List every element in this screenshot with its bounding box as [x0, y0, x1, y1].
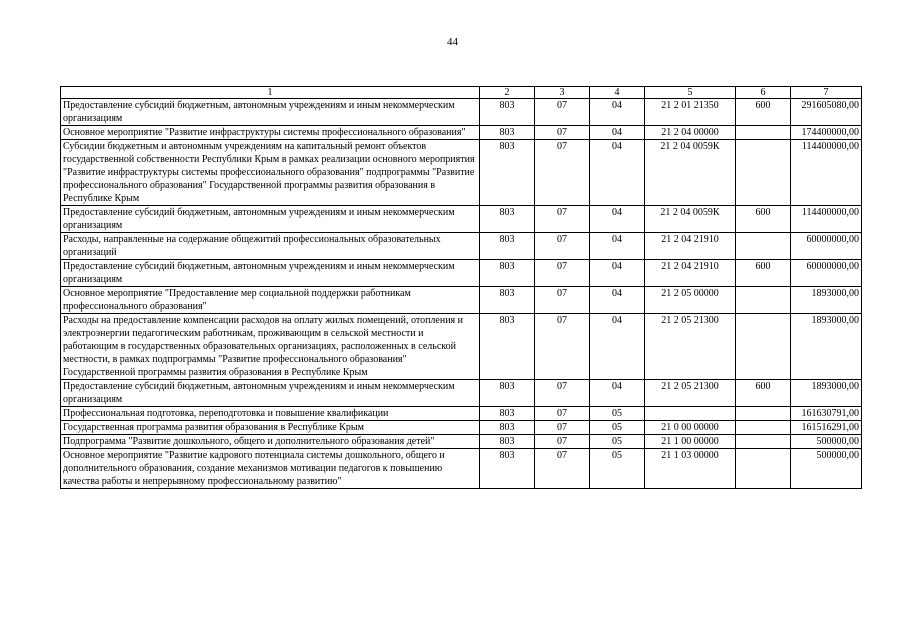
- table-row: [61, 449, 862, 489]
- row-gr: 803: [480, 99, 535, 126]
- row-sum: 174400000,00: [791, 126, 862, 140]
- table-row: [61, 421, 862, 435]
- row-gr: 803: [480, 435, 535, 449]
- row-sum: 60000000,00: [791, 233, 862, 260]
- header-col-2: 2: [480, 87, 535, 99]
- row-pr: 05: [590, 449, 645, 489]
- row-gr: 803: [480, 260, 535, 287]
- row-vr: [736, 449, 791, 489]
- row-rz: 07: [535, 233, 590, 260]
- row-csr: [645, 407, 736, 421]
- row-csr: 21 2 04 0059К: [645, 140, 736, 206]
- row-sum: 1893000,00: [791, 287, 862, 314]
- row-gr: 803: [480, 126, 535, 140]
- table-row: [61, 233, 862, 260]
- table-row: [61, 380, 862, 407]
- row-csr: 21 1 03 00000: [645, 449, 736, 489]
- row-rz: 07: [535, 126, 590, 140]
- header-col-6: 6: [736, 87, 791, 99]
- row-pr: 04: [590, 260, 645, 287]
- row-vr: 600: [736, 260, 791, 287]
- row-rz: 07: [535, 435, 590, 449]
- row-pr: 04: [590, 126, 645, 140]
- row-rz: 07: [535, 421, 590, 435]
- row-gr: 803: [480, 140, 535, 206]
- row-name: Предоставление субсидий бюджетным, автономным учреждениям и иным некоммерческим организациям: [61, 380, 480, 407]
- row-vr: 600: [736, 206, 791, 233]
- row-sum: 114400000,00: [791, 140, 862, 206]
- row-pr: 05: [590, 407, 645, 421]
- page-number: 44: [447, 36, 458, 48]
- row-rz: 07: [535, 287, 590, 314]
- row-gr: 803: [480, 287, 535, 314]
- row-csr: 21 2 04 21910: [645, 260, 736, 287]
- header-col-3: 3: [535, 87, 590, 99]
- row-name: Предоставление субсидий бюджетным, автономным учреждениям и иным некоммерческим организациям: [61, 206, 480, 233]
- row-csr: 21 1 00 00000: [645, 435, 736, 449]
- table-row: [61, 99, 862, 126]
- row-gr: 803: [480, 380, 535, 407]
- row-name: Основное мероприятие "Развитие инфраструктуры системы профессионального образования": [61, 126, 480, 140]
- row-pr: 04: [590, 233, 645, 260]
- row-pr: 04: [590, 314, 645, 380]
- header-col-1: 1: [61, 87, 480, 99]
- header-col-7: 7: [791, 87, 862, 99]
- row-sum: 291605080,00: [791, 99, 862, 126]
- row-vr: [736, 233, 791, 260]
- row-sum: 500000,00: [791, 435, 862, 449]
- row-pr: 04: [590, 206, 645, 233]
- row-name: Основное мероприятие "Развитие кадрового потенциала системы дошкольного, общего и дополнительного образования, создание механизмов мотивации педагогов к повышению качества работы и непрерывному профессиональному развитию": [61, 449, 480, 489]
- row-pr: 05: [590, 421, 645, 435]
- header-row: [61, 87, 862, 99]
- row-vr: [736, 435, 791, 449]
- row-gr: 803: [480, 407, 535, 421]
- row-rz: 07: [535, 407, 590, 421]
- table-row: [61, 140, 862, 206]
- row-name: Расходы на предоставление компенсации расходов на оплату жилых помещений, отопления и электроэнергии педагогическим работникам, проживающим в сельской местности и работающим в государственных образовательных организациях, расположенных в сельской местности, в рамках подпрограммы "Развитие профессионального образования" Государственной программы развития образования в Республике Крым: [61, 314, 480, 380]
- row-name: Подпрограмма "Развитие дошкольного, общего и дополнительного образования детей": [61, 435, 480, 449]
- row-vr: [736, 421, 791, 435]
- row-gr: 803: [480, 206, 535, 233]
- row-sum: 60000000,00: [791, 260, 862, 287]
- row-csr: 21 2 01 21350: [645, 99, 736, 126]
- row-name: Предоставление субсидий бюджетным, автономным учреждениям и иным некоммерческим организациям: [61, 260, 480, 287]
- row-sum: 1893000,00: [791, 314, 862, 380]
- table-row: [61, 314, 862, 380]
- row-csr: 21 2 05 21300: [645, 314, 736, 380]
- row-name: Государственная программа развития образования в Республике Крым: [61, 421, 480, 435]
- row-gr: 803: [480, 314, 535, 380]
- row-vr: [736, 140, 791, 206]
- table-row: [61, 260, 862, 287]
- row-csr: 21 0 00 00000: [645, 421, 736, 435]
- row-pr: 05: [590, 435, 645, 449]
- row-name: Субсидии бюджетным и автономным учреждениям на капитальный ремонт объектов государственной собственности Республики Крым в рамках реализации основного мероприятия "Развитие инфраструктуры системы профессионального образования" подпрограммы "Развитие профессионального образования" Государственной программы развития образования в Республике Крым: [61, 140, 480, 206]
- table-row: [61, 206, 862, 233]
- row-sum: 114400000,00: [791, 206, 862, 233]
- row-csr: 21 2 04 21910: [645, 233, 736, 260]
- row-rz: 07: [535, 380, 590, 407]
- row-csr: 21 2 05 00000: [645, 287, 736, 314]
- row-gr: 803: [480, 233, 535, 260]
- row-vr: 600: [736, 380, 791, 407]
- row-name: Основное мероприятие "Предоставление мер социальной поддержки работникам профессионального образования": [61, 287, 480, 314]
- row-rz: 07: [535, 260, 590, 287]
- row-vr: [736, 287, 791, 314]
- row-sum: 500000,00: [791, 449, 862, 489]
- row-name: Профессиональная подготовка, переподготовка и повышение квалификации: [61, 407, 480, 421]
- row-sum: 161516291,00: [791, 421, 862, 435]
- row-rz: 07: [535, 449, 590, 489]
- row-pr: 04: [590, 287, 645, 314]
- row-rz: 07: [535, 206, 590, 233]
- row-pr: 04: [590, 380, 645, 407]
- row-sum: 161630791,00: [791, 407, 862, 421]
- row-csr: 21 2 04 00000: [645, 126, 736, 140]
- row-name: Предоставление субсидий бюджетным, автономным учреждениям и иным некоммерческим организациям: [61, 99, 480, 126]
- row-vr: [736, 314, 791, 380]
- row-gr: 803: [480, 449, 535, 489]
- budget-table: [60, 86, 862, 489]
- row-vr: [736, 407, 791, 421]
- header-col-5: 5: [645, 87, 736, 99]
- table-row: [61, 407, 862, 421]
- table-row: [61, 126, 862, 140]
- row-gr: 803: [480, 421, 535, 435]
- row-pr: 04: [590, 99, 645, 126]
- row-name: Расходы, направленные на содержание общежитий профессиональных образовательных организаций: [61, 233, 480, 260]
- row-rz: 07: [535, 99, 590, 126]
- row-pr: 04: [590, 140, 645, 206]
- table-row: [61, 287, 862, 314]
- row-sum: 1893000,00: [791, 380, 862, 407]
- header-col-4: 4: [590, 87, 645, 99]
- row-rz: 07: [535, 314, 590, 380]
- row-csr: 21 2 05 21300: [645, 380, 736, 407]
- row-rz: 07: [535, 140, 590, 206]
- row-csr: 21 2 04 0059К: [645, 206, 736, 233]
- row-vr: 600: [736, 99, 791, 126]
- table-row: [61, 435, 862, 449]
- row-vr: [736, 126, 791, 140]
